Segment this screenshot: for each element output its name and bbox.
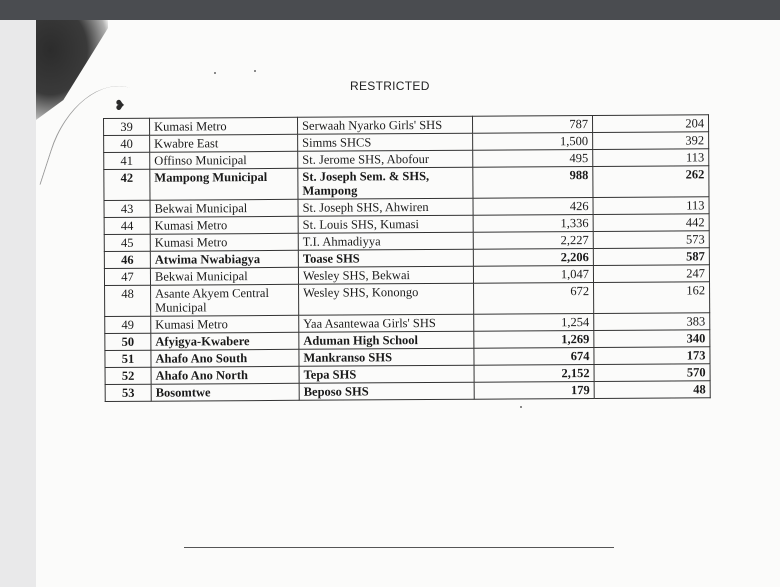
cell-school: Tepa SHS	[299, 365, 474, 383]
bottom-rule	[184, 547, 614, 548]
speck	[254, 70, 256, 72]
cell-district: Ahafo Ano South	[151, 349, 299, 367]
cell-district: Atwima Nwabiagya	[150, 250, 298, 268]
cell-school: Yaa Asantewaa Girls' SHS	[299, 314, 474, 332]
cell-value-1: 1,336	[473, 215, 593, 233]
cell-school: T.I. Ahmadiyya	[298, 232, 473, 250]
cell-value-2: 573	[593, 231, 709, 249]
cell-value-1: 1,500	[473, 133, 593, 151]
cell-school: St. Joseph SHS, Ahwiren	[298, 198, 473, 216]
cell-school: Aduman High School	[299, 331, 474, 349]
table-row	[104, 166, 709, 201]
cell-value-2: 383	[594, 313, 710, 331]
cell-value-2: 48	[594, 381, 710, 399]
cell-value-2: 392	[593, 132, 709, 150]
cell-number: 39	[104, 118, 150, 135]
speck	[520, 406, 522, 408]
cell-school: Serwaah Nyarko Girls' SHS	[297, 116, 472, 134]
document-page	[36, 20, 780, 587]
cell-number: 42	[104, 169, 150, 200]
cell-number: 49	[105, 316, 151, 333]
cell-district: Ahafo Ano North	[151, 366, 299, 384]
schools-table	[103, 114, 711, 402]
cell-school: Beposo SHS	[299, 382, 474, 400]
cell-number: 45	[104, 234, 150, 251]
punch-hole-mark: ❥	[114, 99, 126, 114]
cell-value-2: 173	[594, 347, 710, 365]
schools-table-body	[104, 115, 711, 402]
cell-value-1: 988	[473, 167, 593, 199]
cell-value-1: 2,227	[473, 232, 593, 250]
cell-value-1: 674	[474, 348, 594, 366]
cell-value-2: 113	[593, 197, 709, 215]
cell-value-1: 495	[473, 150, 593, 168]
window-top-bar	[0, 0, 780, 20]
cell-district: Asante Akyem Central Municipal	[151, 284, 299, 316]
cell-value-1: 672	[474, 283, 594, 315]
cell-number: 53	[105, 384, 151, 401]
cell-school: St. Jerome SHS, Abofour	[298, 150, 473, 168]
cell-district: Kumasi Metro	[150, 117, 298, 135]
cell-district: Kwabre East	[150, 134, 298, 152]
cell-number: 40	[104, 135, 150, 152]
cell-number: 52	[105, 367, 151, 384]
cell-value-2: 262	[593, 166, 709, 198]
cell-value-1: 787	[472, 116, 592, 134]
cell-number: 47	[104, 268, 150, 285]
cell-value-1: 1,254	[474, 314, 594, 332]
cell-value-1: 1,047	[473, 266, 593, 284]
cell-value-2: 247	[593, 265, 709, 283]
cell-district: Mampong Municipal	[150, 168, 298, 200]
cell-value-1: 2,152	[474, 365, 594, 383]
table-row	[105, 381, 710, 402]
cell-district: Afyigya-Kwabere	[151, 332, 299, 350]
cell-district: Kumasi Metro	[150, 216, 298, 234]
cell-school: Simms SHCS	[298, 133, 473, 151]
cell-district: Bekwai Municipal	[150, 267, 298, 285]
cell-number: 48	[105, 285, 151, 316]
cell-district: Bekwai Municipal	[150, 199, 298, 217]
cell-district: Offinso Municipal	[150, 151, 298, 169]
cell-value-2: 587	[593, 248, 709, 266]
cell-number: 43	[104, 200, 150, 217]
cell-value-2: 162	[594, 282, 710, 314]
cell-value-1: 1,269	[474, 331, 594, 349]
cell-school: St. Joseph Sem. & SHS, Mampong	[298, 167, 473, 199]
cell-school: Wesley SHS, Konongo	[299, 283, 474, 315]
cell-number: 44	[104, 217, 150, 234]
table-row	[105, 282, 710, 317]
speck	[214, 72, 216, 74]
cell-value-2: 204	[592, 115, 708, 133]
cell-school: Toase SHS	[298, 249, 473, 267]
cell-school: Wesley SHS, Bekwai	[298, 266, 473, 284]
cell-value-2: 340	[594, 330, 710, 348]
cell-value-1: 2,206	[473, 249, 593, 267]
cell-district: Kumasi Metro	[151, 315, 299, 333]
cell-value-1: 426	[473, 198, 593, 216]
left-margin-strip	[0, 20, 36, 587]
cell-district: Bosomtwe	[151, 383, 299, 401]
cell-value-2: 113	[593, 149, 709, 167]
cell-district: Kumasi Metro	[150, 233, 298, 251]
cell-value-2: 442	[593, 214, 709, 232]
cell-value-2: 570	[594, 364, 710, 382]
cell-number: 46	[104, 251, 150, 268]
cell-school: Mankranso SHS	[299, 348, 474, 366]
cell-number: 41	[104, 152, 150, 169]
cell-school: St. Louis SHS, Kumasi	[298, 215, 473, 233]
cell-number: 51	[105, 350, 151, 367]
restricted-header: RESTRICTED	[350, 79, 430, 93]
cell-value-1: 179	[474, 382, 594, 400]
cell-number: 50	[105, 333, 151, 350]
